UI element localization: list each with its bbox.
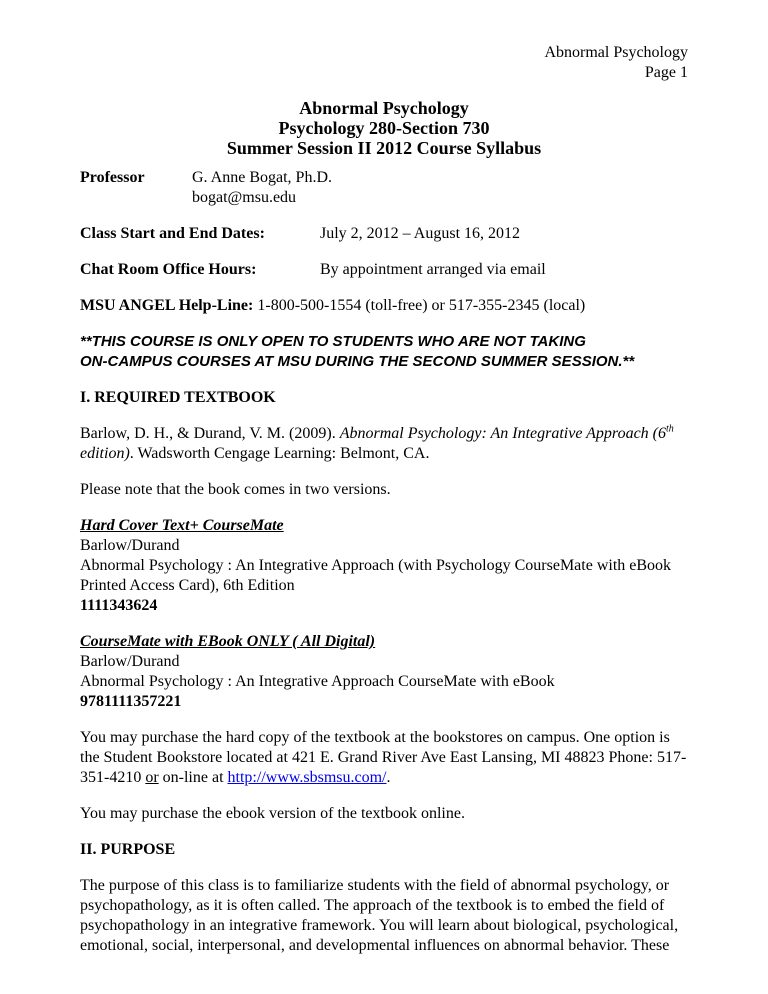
citation-sup: th [666,423,674,435]
enrollment-warning [80,332,700,372]
version-description: Abnormal Psychology : An Integrative Approach CourseMate with eBook [80,673,555,690]
section-heading: I. REQUIRED TEXTBOOK [80,389,276,406]
warning-line: **THIS COURSE IS ONLY OPEN TO STUDENTS WHO ARE NOT TAKING [80,333,586,350]
version-isbn: 1111343624 [80,597,158,614]
versions-note: Please note that the book comes in two versions. [80,481,391,498]
citation-authors: Barlow, D. H., & Durand, V. M. (2009). [80,425,340,442]
purchase-text: You may purchase the hard copy of the textbook at the bookstores on campus. One option is the Student Bookstore located at 421 E. Grand River Ave East Lansing, MI 48823 Phone: 517-351-4210 [80,729,687,786]
citation-title-end: edition) [80,445,130,462]
bookstore-link[interactable]: http://www.sbsmsu.com/ [227,769,387,786]
helpline-label: MSU ANGEL Help-Line: [80,297,254,314]
textbook-citation [80,424,700,464]
section-heading: II. PURPOSE [80,841,176,858]
helpline-value: 1-800-500-1554 (toll-free) or 517-355-2345 (local) [253,297,586,314]
version-hardcover [80,516,700,616]
professor-row [80,168,700,208]
page-header [544,43,688,83]
dates-value: July 2, 2012 – August 16, 2012 [320,225,521,242]
version-isbn: 9781111357221 [80,693,182,710]
version-heading: CourseMate with EBook ONLY ( All Digital) [80,633,376,650]
professor-email: bogat@msu.edu [192,189,297,206]
chat-row [80,260,700,280]
citation-title: Abnormal Psychology: An Integrative Approach (6 [339,425,666,442]
warning-line: ON-CAMPUS COURSES AT MSU DURING THE SECOND SUMMER SESSION.** [80,353,635,370]
purchase-paragraph [80,728,692,788]
page-number: Page 1 [644,64,688,81]
purchase-text: on-line at [158,769,228,786]
title-line: Summer Session II 2012 Course Syllabus [226,138,542,158]
helpline [80,296,700,316]
dates-row [80,224,700,244]
dates-label: Class Start and End Dates: [80,225,265,242]
version-ebook [80,632,700,712]
version-author: Barlow/Durand [80,537,180,554]
purchase-text: . [386,769,391,786]
title-line: Psychology 280-Section 730 [278,118,490,138]
header-title: Abnormal Psychology [544,44,688,61]
professor-name: G. Anne Bogat, Ph.D. [192,169,332,186]
chat-value: By appointment arranged via email [320,261,546,278]
chat-label: Chat Room Office Hours: [80,261,257,278]
version-description: Abnormal Psychology : An Integrative Approach (with Psychology CourseMate with eBook Printed Access Card), 6th Edition [80,557,672,594]
version-heading: Hard Cover Text+ CourseMate [80,517,284,534]
purchase-or: or [145,769,159,786]
purpose-paragraph: The purpose of this class is to familiarize students with the field of abnormal psychology, or psychopathology, as it is often called. The approach of the textbook is to embed the field of psychopathology in an integrative framework. You will learn about biological, psychological, emotional, social, interpersonal, and developmental influences on abnormal behavior. These [80,877,679,954]
citation-publisher: . Wadsworth Cengage Learning: Belmont, CA. [129,445,430,462]
document-title [80,98,688,158]
version-author: Barlow/Durand [80,653,180,670]
ebook-note: You may purchase the ebook version of the textbook online. [80,805,465,822]
professor-label: Professor [80,169,145,186]
title-line: Abnormal Psychology [299,98,469,118]
